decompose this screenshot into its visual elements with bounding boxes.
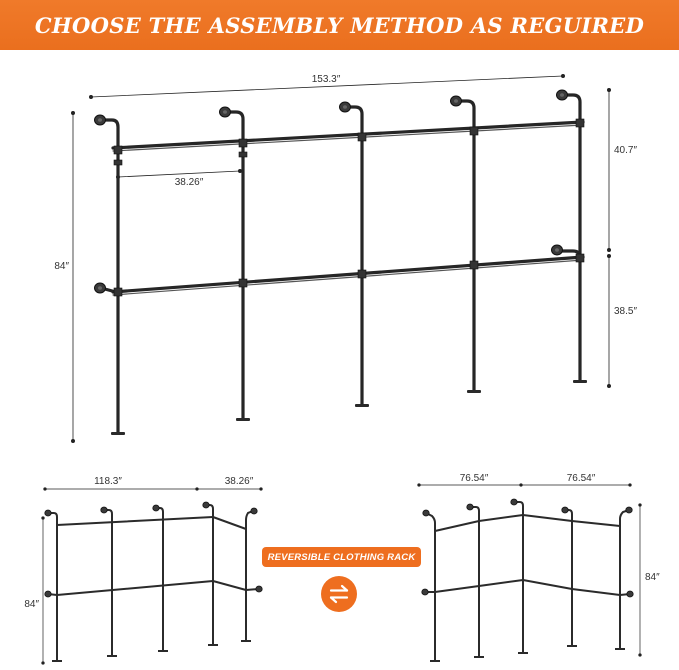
lower-height-label: 38.5″ — [614, 306, 638, 317]
height-label: 84″ — [54, 261, 69, 272]
right-width-b-label: 76.54″ — [566, 473, 596, 484]
left-width-b-label: 38.26″ — [224, 476, 254, 487]
right-height-label: 84″ — [645, 572, 660, 583]
right-config-diagram — [418, 484, 642, 662]
swap-button[interactable] — [321, 576, 357, 612]
right-width-a-label: 76.54″ — [459, 473, 489, 484]
section-width-label: 38.26″ — [174, 177, 204, 188]
left-width-a-label: 118.3″ — [94, 476, 122, 487]
left-height-label: 84″ — [24, 599, 39, 610]
banner-title: CHOOSE THE ASSEMBLY METHOD AS REGUIRED — [34, 12, 645, 38]
reversible-badge — [262, 547, 421, 567]
left-config-diagram — [42, 488, 263, 665]
swap-arrows-icon — [321, 576, 357, 612]
reversible-badge-label: REVERSIBLE CLOTHING RACK — [267, 551, 416, 563]
main-rack-diagram — [71, 74, 610, 442]
total-width-label: 153.3″ — [311, 74, 341, 85]
upper-height-label: 40.7″ — [614, 145, 638, 156]
